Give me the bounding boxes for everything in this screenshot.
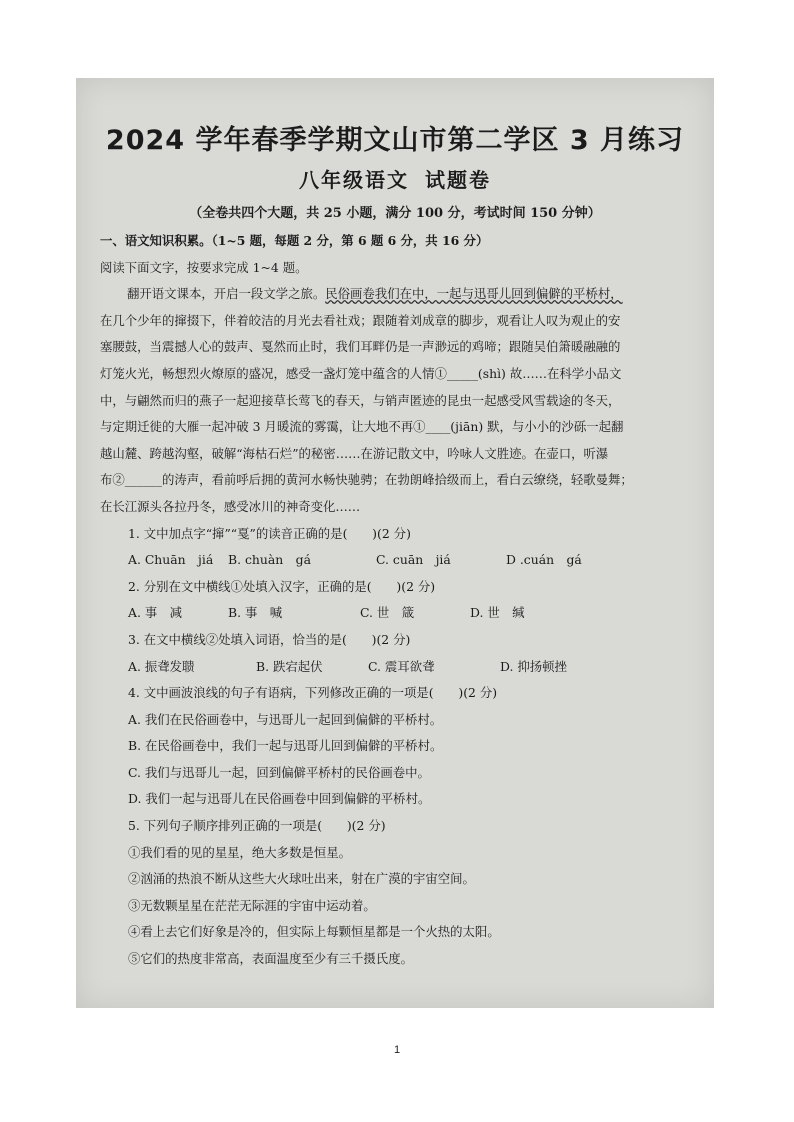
sentence-2: ②汹涌的热浪不断从这些大火球吐出来，射在广漠的宇宙空间。 xyxy=(128,871,475,887)
section-instruction: 阅读下面文字，按要求完成 1~4 题。 xyxy=(100,259,308,275)
question-2-options xyxy=(100,600,700,627)
passage-text: 翻开语文课本，开启一段文学之旅。 xyxy=(127,286,326,302)
passage-line: 在几个少年的撺掇下，伴着皎洁的月光去看社戏；跟随着刘成章的脚步，观看让人叹为观止的安 xyxy=(100,312,621,328)
exam-title: 2024 学年春季学期文山市第二学区 3 月练习 xyxy=(105,125,685,156)
exam-content xyxy=(100,228,700,973)
option-b: B. 事 喊 xyxy=(228,605,283,621)
question-5: 5. 下列句子顺序排列正确的一项是( )(2 分) xyxy=(128,818,386,834)
passage-line xyxy=(100,281,700,308)
sentence-3: ③无数颗星星在茫茫无际涯的宇宙中运动着。 xyxy=(128,897,376,913)
passage-line: 与定期迁徙的大雁一起冲破 3 月暖流的雾霭，让大地不再①____(jiān) 默，与小小的沙砾一起翻 xyxy=(100,419,624,435)
option-c: C. 震耳欲聋 xyxy=(368,658,435,674)
passage-line: 在长江源头各拉丹冬，感受冰川的神奇变化…… xyxy=(100,498,361,514)
question-1: 1. 文中加点字“撺”“戛”的读音正确的是( )(2 分) xyxy=(128,525,411,541)
wavy-underlined-sentence: 民俗画卷我们在中，一起与迅哥儿回到偏僻的平桥村， xyxy=(325,286,623,302)
option-d: D .cuán gá xyxy=(506,552,582,568)
question-1-options xyxy=(100,547,700,574)
question-2: 2. 分别在文中横线①处填入汉字，正确的是( )(2 分) xyxy=(128,578,436,594)
option-a: A. 振聋发聩 xyxy=(128,658,195,674)
option-b: B. chuàn gá xyxy=(228,552,311,568)
passage-line: 中，与翩然而归的燕子一起迎接草长莺飞的春天，与销声匿迹的昆虫一起感受风雪载途的冬天， xyxy=(100,392,621,408)
option-d: D. 我们一起与迅哥儿在民俗画卷中回到偏僻的平桥村。 xyxy=(128,791,431,807)
section-heading: 一、语文知识积累。（1~5 题，每题 2 分，第 6 题 6 分，共 16 分） xyxy=(100,233,489,248)
question-4: 4. 文中画波浪线的句子有语病，下列修改正确的一项是( )(2 分) xyxy=(128,685,498,701)
option-b: B. 在民俗画卷中，我们一起与迅哥儿回到偏僻的平桥村。 xyxy=(128,738,443,754)
option-a: A. 事 减 xyxy=(128,605,182,621)
passage-line: 塞腰鼓，当震撼人心的鼓声、戛然而止时，我们耳畔仍是一声渺远的鸡啼；跟随吴伯箫暖融融的 xyxy=(100,339,621,355)
sentence-5: ⑤它们的热度非常高，表面温度至少有三千摄氏度。 xyxy=(128,951,413,967)
option-c: C. 我们与迅哥儿一起，回到偏僻平桥村的民俗画卷中。 xyxy=(128,764,430,780)
question-3-options xyxy=(100,654,700,681)
option-d: D. 世 缄 xyxy=(470,605,525,621)
sentence-4: ④看上去它们好象是冷的，但实际上每颗恒星都是一个火热的太阳。 xyxy=(128,924,500,940)
sentence-1: ①我们看的见的星星，绝大多数是恒星。 xyxy=(128,844,352,860)
option-c: C. cuān jiá xyxy=(376,552,451,568)
exam-subtitle xyxy=(76,164,714,193)
scanned-page xyxy=(76,78,714,1008)
option-d: D. 抑扬顿挫 xyxy=(500,658,567,674)
passage-line: 布②______的涛声，看前呼后拥的黄河水畅快驰骋；在勃朗峰拾级而上，看白云缭绕，轻歌曼舞； xyxy=(100,472,633,488)
option-a: A. Chuān jiá xyxy=(128,552,214,568)
exam-note: （全卷共四个大题，共 25 小题，满分 100 分，考试时间 150 分钟） xyxy=(189,206,601,221)
option-b: B. 跌宕起伏 xyxy=(256,658,323,674)
option-a: A. 我们在民俗画卷中，与迅哥儿一起回到偏僻的平桥村。 xyxy=(128,711,443,727)
subtitle-grade: 八年级语文 xyxy=(299,168,409,192)
subtitle-type: 试题卷 xyxy=(425,168,491,192)
passage-line: 越山麓、跨越沟壑，破解“海枯石烂”的秘密……在游记散文中，吟咏人文胜迹。在壶口，听瀑 xyxy=(100,445,609,461)
question-3: 3. 在文中横线②处填入词语，恰当的是( )(2 分) xyxy=(128,631,411,647)
passage-line: 灯笼火光，畅想烈火燎原的盛况，感受一盏灯笼中蕴含的人情①_____(shì) 故……在科学小品文 xyxy=(100,365,622,381)
option-c: C. 世 箴 xyxy=(360,605,415,621)
page-number: 1 xyxy=(393,1044,401,1056)
